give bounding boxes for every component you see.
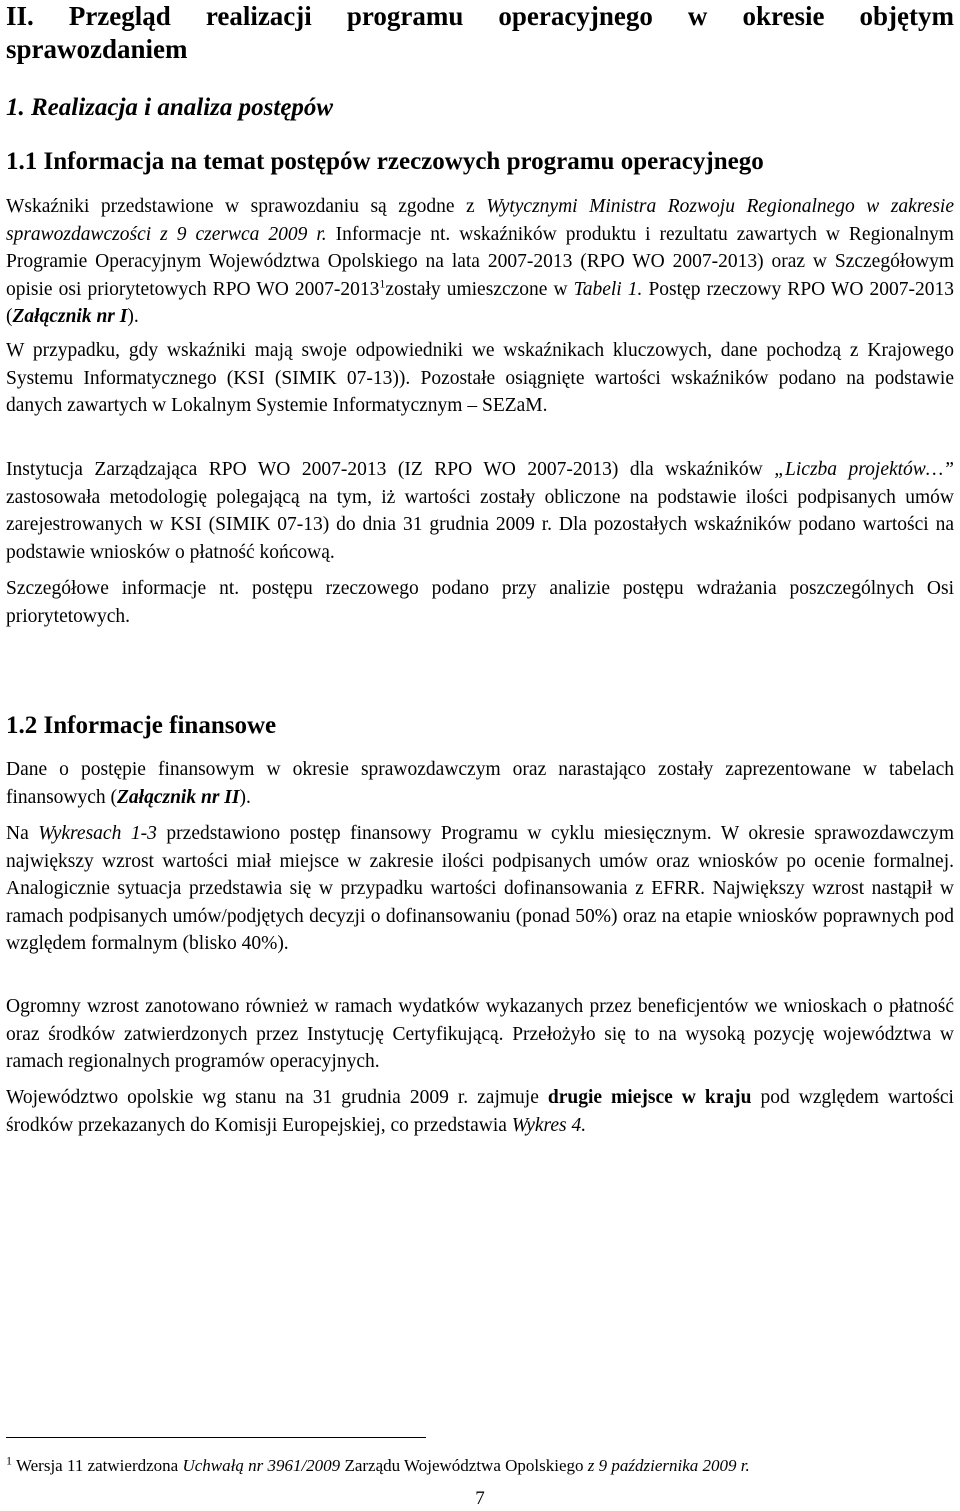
p3-text-c: zastosowała metodologię polegającą na tym, iż wartości zostały obliczone na podstawie ilości podpisanych umów zarejestrowanych w KSI (SIMIK 07-13) do dnia 31 grudnia 2009 r. Dla pozostałych wskaźników podano wartości na podstawie wniosków o płatność końcową.	[6, 486, 954, 563]
p1-text-a: Wskaźniki przedstawione w sprawozdaniu są zgodne z	[6, 196, 487, 217]
p8-text-c: pod względem wartości środków przekazanych do Komisji Europejskiej, co przedstawia	[6, 1087, 954, 1136]
footnote-separator	[6, 1437, 426, 1438]
chapter-heading-line2: sprawozdaniem	[6, 34, 188, 64]
footnote-number: 1	[6, 1453, 12, 1468]
paragraph-ranking	[6, 1084, 954, 1139]
p7-text: Ogromny wzrost zanotowano również w ramach wydatków wykazanych przez beneficjentów we wnioskach o płatność oraz środków zatwierdzonych przez Instytucję Certyfikującą. Przełożyło się to na wysoką pozycję województwa w ramach regionalnych programów operacyjnych.	[6, 996, 954, 1073]
p8-second-place: drugie miejsce w kraju	[547, 1087, 752, 1108]
paragraph-charts	[6, 820, 954, 958]
p1-text-d: zostały umieszczone w	[385, 278, 574, 300]
section-1-2-heading: 1.2 Informacje finansowe	[6, 712, 277, 739]
footnote-resolution: Uchwałą nr 3961/2009	[182, 1456, 341, 1475]
paragraph-indicators	[6, 193, 954, 331]
section-1-heading: 1. Realizacja i analiza postępów	[6, 94, 334, 121]
page-number: 7	[475, 1488, 485, 1509]
paragraph-financial	[6, 756, 954, 811]
p3-text-a: Instytucja Zarządzająca RPO WO 2007-2013 (IZ RPO WO 2007-2013) dla wskaźników	[6, 459, 775, 480]
paragraph-ksi	[6, 337, 954, 420]
p6-text-a: Na	[6, 823, 39, 844]
footnote-date: z 9 października 2009 r.	[587, 1456, 750, 1475]
p8-text-a: Województwo opolskie wg stanu na 31 grudnia 2009 r. zajmuje	[6, 1087, 548, 1108]
chapter-heading-line1: II. Przegląd realizacji programu operacyjnego w okresie objętym	[6, 1, 954, 31]
paragraph-growth	[6, 993, 954, 1076]
p1-annex-ref: Załącznik nr I	[12, 306, 128, 328]
p6-charts-ref: Wykresach 1-3	[38, 823, 157, 844]
p1-text-h: ).	[127, 306, 139, 328]
p2-text: W przypadku, gdy wskaźniki mają swoje odpowiedniki we wskaźnikach kluczowych, dane pochodzą z Krajowego Systemu Informatycznego (KSI (SIMIK 07-13)). Pozostałe osiągnięte wartości wskaźników podano na podstawie danych zawartych w Lokalnym Systemie Informatycznym – SEZaM.	[6, 340, 954, 417]
paragraph-details	[6, 575, 954, 630]
p5-text-c: ).	[239, 786, 251, 808]
footnote-text-c: Zarządu Województwa Opolskiego	[340, 1456, 588, 1475]
p1-text-c: Informacje nt. wskaźników produktu i rezultatu zawartych w Regionalnym Programie Operacyjnym Województwa Opolskiego na lata 2007-2013 (RPO WO 2007-2013) oraz w Szczegółowym opisie osi priorytetowych RPO WO 2007-2013	[6, 223, 954, 300]
p1-table-ref: Tabeli 1.	[573, 278, 643, 300]
p5-text-a: Dane o postępie finansowym w okresie sprawozdawczym oraz narastająco zostały zaprezentowane w tabelach finansowych (	[6, 759, 954, 808]
p1-guidelines-ref: Wytycznymi Ministra Rozwoju Regionalnego w zakresie sprawozdawczości z 9 czerwca 2009 r.	[6, 196, 954, 245]
p4-text: Szczegółowe informacje nt. postępu rzeczowego podano przy analizie postępu wdrażania poszczególnych Osi priorytetowych.	[6, 578, 954, 627]
paragraph-methodology	[6, 456, 954, 566]
chapter-heading	[6, 0, 954, 66]
p6-text-c: przedstawiono postęp finansowy Programu w cyklu miesięcznym. W okresie sprawozdawczym największy wzrost wartości miał miejsce w zakresie ilości podpisanych umów oraz wniosków po ocenie formalnej. Analogicznie sytuacja przedstawia się w przypadku wartości dofinansowania z EFRR. Największy wzrost nastąpił w ramach podpisanych umów/podjętych decyzji o dofinansowaniu (ponad 50%) oraz na etapie wniosków poprawnych pod względem formalnym (blisko 40%).	[6, 823, 954, 955]
p8-chart-ref: Wykres 4.	[511, 1114, 587, 1136]
footnote-ref-1: 1	[379, 276, 386, 291]
p3-indicator-name: „Liczba projektów…”	[774, 459, 955, 480]
footnote-text-a: Wersja 11 zatwierdzona	[12, 1456, 183, 1475]
section-1-1-heading: 1.1 Informacja na temat postępów rzeczowych programu operacyjnego	[6, 148, 764, 175]
p5-annex-ref: Załącznik nr II	[117, 786, 240, 808]
footnote	[6, 1455, 750, 1477]
p1-text-f: Postęp rzeczowy RPO WO 2007-2013 (	[6, 278, 955, 328]
